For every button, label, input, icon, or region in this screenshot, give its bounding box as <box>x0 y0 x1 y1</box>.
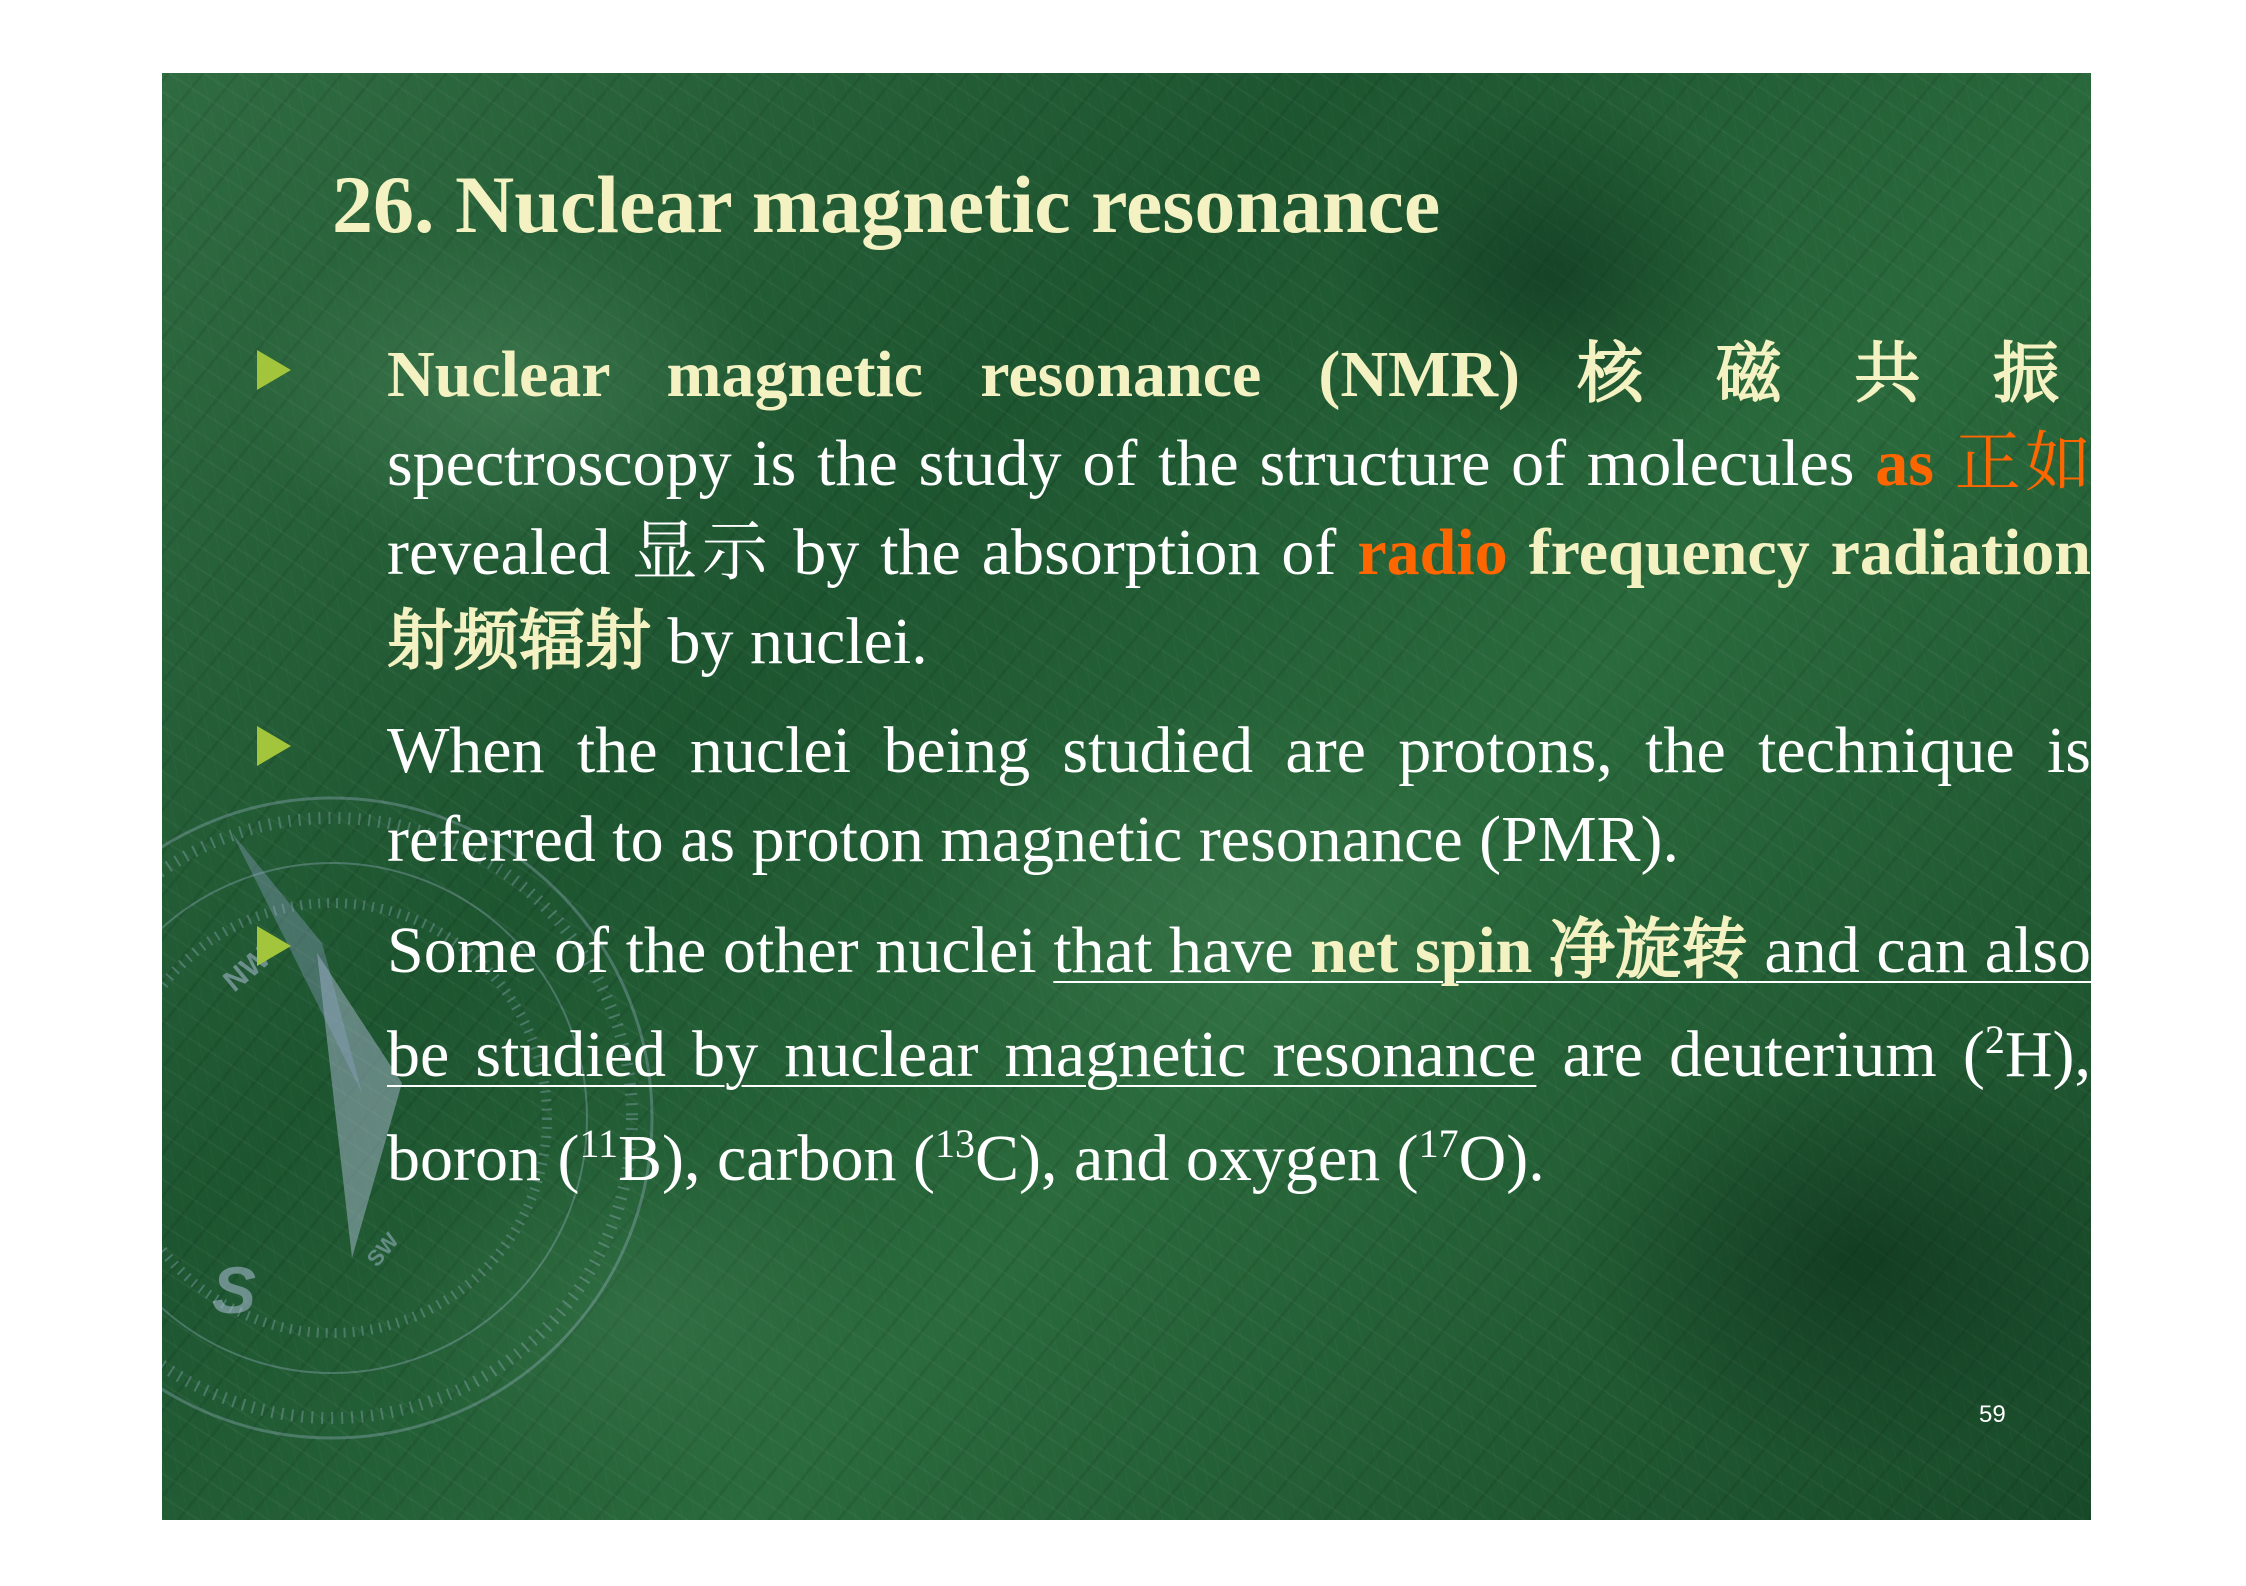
bullet-text-nmr-definition <box>387 330 2091 686</box>
text-studied-by-nmr: and can also be studied by nuclear magnetic resonance <box>387 914 2091 1091</box>
space <box>1532 914 1549 987</box>
term-net-spin: net spin <box>1310 914 1533 987</box>
compass-label-nw: NW <box>217 940 277 999</box>
term-frequency-radiation: frequency radiation <box>1528 516 2091 589</box>
triangle-bullet-icon <box>257 926 291 966</box>
superscript-11: 11 <box>579 1121 618 1166</box>
triangle-bullet-icon <box>257 350 291 390</box>
term-radio: radio <box>1357 516 1508 589</box>
triangle-bullet-icon <box>257 726 291 766</box>
text-some-of-the-other-nuclei: Some of the other nuclei <box>387 914 1054 987</box>
superscript-13: 13 <box>935 1121 976 1166</box>
superscript-2: 2 <box>1984 1017 2005 1062</box>
text-b-carbon: B), carbon ( <box>617 1122 936 1195</box>
superscript-17: 17 <box>1418 1121 1459 1166</box>
text-o: O). <box>1458 1122 1545 1195</box>
term-frequency-radiation-chinese: 射频辐射 <box>387 605 651 678</box>
text-h-boron: H), boron ( <box>387 1018 2091 1195</box>
compass-label-sw: SW <box>361 1227 404 1272</box>
page-number: 59 <box>1979 1401 2006 1428</box>
text-revealed: revealed 显示 by the absorption of <box>387 516 1358 589</box>
text-that-have: that have <box>1053 914 1311 987</box>
bullet-text-other-nuclei <box>387 906 2091 1203</box>
text-c-oxygen: C), and oxygen ( <box>975 1122 1419 1195</box>
text-spectroscopy: spectroscopy is the study of the structure of molecules <box>387 427 1876 500</box>
term-as-chinese: 正如 <box>1933 427 2091 500</box>
term-net-spin-chinese: 净旋转 <box>1549 914 1748 987</box>
text-by-nuclei: by nuclei. <box>651 605 928 678</box>
term-nmr-chinese: 核磁共振 <box>1577 338 2091 411</box>
compass-label-s: S <box>212 1253 257 1327</box>
slide <box>162 73 2091 1520</box>
slide-title: 26. Nuclear magnetic resonance <box>332 159 1441 250</box>
space <box>1508 516 1529 589</box>
bullet-text-pmr: When the nuclei being studied are protons, the technique is referred to as proton magnetic resonance (PMR). <box>387 714 2091 876</box>
text-are-deuterium: are deuterium ( <box>1536 1018 1985 1091</box>
term-nmr: Nuclear magnetic resonance (NMR) <box>387 338 1578 411</box>
term-as: as <box>1875 427 1934 500</box>
